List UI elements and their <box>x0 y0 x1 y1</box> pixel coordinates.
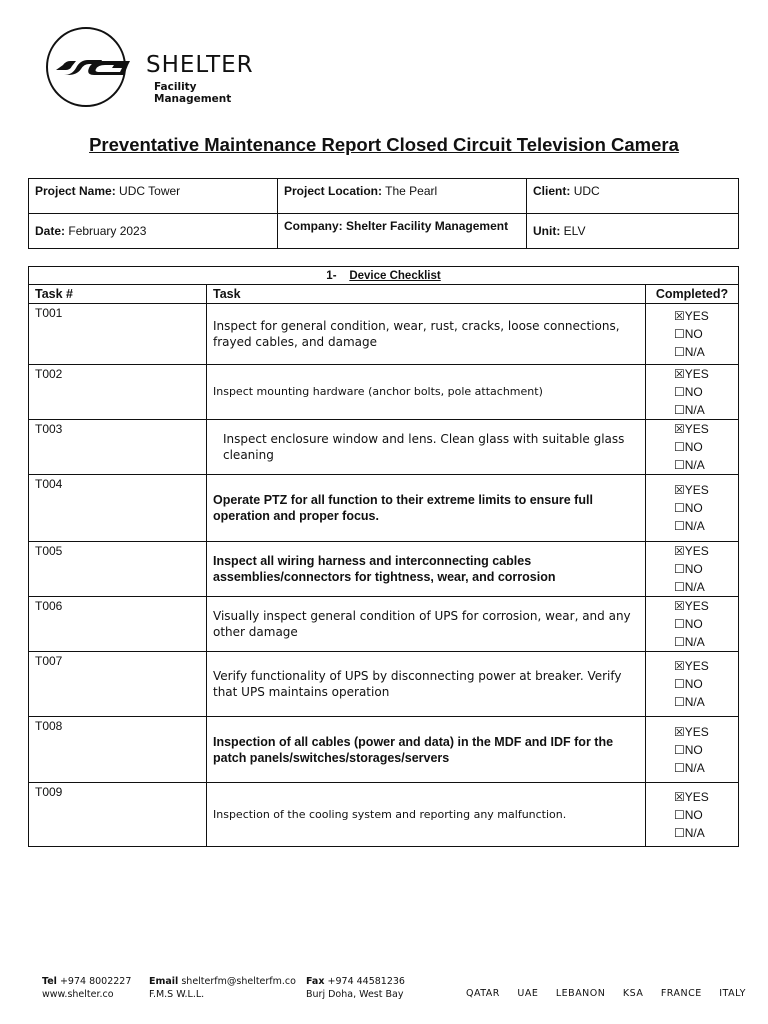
unit-cell: Unit: ELV <box>527 214 739 249</box>
task-description: Inspection of the cooling system and reporting any malfunction. <box>207 783 646 847</box>
task-id: T003 <box>29 420 207 475</box>
option-no-checkbox[interactable]: ☐NO <box>674 742 703 757</box>
option-n-a-checkbox[interactable]: ☐N/A <box>674 825 705 840</box>
page-title: Preventative Maintenance Report Closed Circuit Television Camera <box>89 134 679 155</box>
task-description: Inspect enclosure window and lens. Clean glass with suitable glass cleaning <box>207 420 646 475</box>
logo-name: SHELTER <box>146 52 254 78</box>
col-header-task: Task <box>207 285 646 304</box>
section-title: Device Checklist <box>349 269 441 282</box>
date-cell: Date: February 2023 <box>29 214 278 249</box>
option-no-checkbox[interactable]: ☐NO <box>674 807 703 822</box>
option-no-checkbox[interactable]: ☐NO <box>674 562 703 576</box>
option-no-checkbox[interactable]: ☐NO <box>674 385 703 399</box>
table-row <box>29 475 739 542</box>
footer-countries <box>466 988 746 999</box>
task-description: Operate PTZ for all function to their extreme limits to ensure full operation and proper focus. <box>207 475 646 542</box>
task-id: T004 <box>29 475 207 542</box>
option-yes-checkbox[interactable]: ☒YES <box>674 422 709 436</box>
unit-value: ELV <box>563 224 586 238</box>
section-number: 1- <box>326 269 337 282</box>
completion-options <box>646 783 739 847</box>
completion-options <box>646 542 739 597</box>
footer-email: shelterfm@shelterfm.co <box>181 976 296 987</box>
table-row <box>29 365 739 420</box>
task-id: T005 <box>29 542 207 597</box>
table-row <box>29 652 739 717</box>
completion-options <box>646 304 739 365</box>
date-value: February 2023 <box>68 224 147 238</box>
option-n-a-checkbox[interactable]: ☐N/A <box>674 519 705 533</box>
project-info-table <box>28 178 739 249</box>
project-name-value: UDC Tower <box>119 184 181 198</box>
table-row <box>29 304 739 365</box>
footer <box>42 975 744 1003</box>
option-n-a-checkbox[interactable]: ☐N/A <box>674 458 705 472</box>
country: FRANCE <box>660 988 702 999</box>
country: ITALY <box>719 988 746 999</box>
task-description: Inspect all wiring harness and interconnecting cables assemblies/connectors for tightness, wear, and corrosion <box>207 542 646 597</box>
option-yes-checkbox[interactable]: ☒YES <box>674 789 709 804</box>
company-cell: Company: Shelter Facility Management <box>278 214 527 249</box>
country: UAE <box>517 988 539 999</box>
option-yes-checkbox[interactable]: ☒YES <box>674 483 709 497</box>
task-description: Inspection of all cables (power and data) in the MDF and IDF for the patch panels/switches/storages/servers <box>207 717 646 783</box>
option-yes-checkbox[interactable]: ☒YES <box>674 309 709 323</box>
footer-website: www.shelter.co <box>42 989 114 1000</box>
completion-options <box>646 597 739 652</box>
option-n-a-checkbox[interactable]: ☐N/A <box>674 635 705 649</box>
completion-options <box>646 652 739 717</box>
option-yes-checkbox[interactable]: ☒YES <box>674 544 709 558</box>
option-yes-checkbox[interactable]: ☒YES <box>674 724 709 739</box>
completion-options <box>646 717 739 783</box>
checklist-rows <box>29 304 739 847</box>
logo-mark-icon <box>50 55 132 77</box>
table-row <box>29 542 739 597</box>
logo-subtitle: Facility Management <box>154 81 232 105</box>
option-n-a-checkbox[interactable]: ☐N/A <box>674 695 705 709</box>
option-no-checkbox[interactable]: ☐NO <box>674 617 703 631</box>
option-n-a-checkbox[interactable]: ☐N/A <box>674 760 705 775</box>
option-no-checkbox[interactable]: ☐NO <box>674 501 703 515</box>
task-id: T002 <box>29 365 207 420</box>
project-location-cell: Project Location: The Pearl <box>278 179 527 214</box>
footer-address: Burj Doha, West Bay <box>306 989 404 1000</box>
footer-tel: +974 8002227 <box>59 976 132 987</box>
project-name-cell: Project Name: UDC Tower <box>29 179 278 214</box>
option-n-a-checkbox[interactable]: ☐N/A <box>674 345 705 359</box>
option-no-checkbox[interactable]: ☐NO <box>674 440 703 454</box>
client-value: UDC <box>573 184 600 198</box>
task-description: Verify functionality of UPS by disconnecting power at breaker. Verify that UPS maintains operation <box>207 652 646 717</box>
option-n-a-checkbox[interactable]: ☐N/A <box>674 403 705 417</box>
task-id: T008 <box>29 717 207 783</box>
col-header-completed: Completed? <box>646 285 739 304</box>
footer-fax: +974 44581236 <box>327 976 405 987</box>
task-description: Inspect for general condition, wear, rust, cracks, loose connections, frayed cables, and damage <box>207 304 646 365</box>
footer-contact-email: Email shelterfm@shelterfm.co F.M.S W.L.L. <box>149 976 296 1000</box>
footer-company-legal: F.M.S W.L.L. <box>149 989 205 1000</box>
client-cell: Client: UDC <box>527 179 739 214</box>
device-checklist-table <box>28 266 739 847</box>
option-yes-checkbox[interactable]: ☒YES <box>674 659 709 673</box>
table-row <box>29 420 739 475</box>
country: KSA <box>622 988 644 999</box>
company-logo <box>46 27 276 107</box>
task-id: T009 <box>29 783 207 847</box>
country: QATAR <box>466 988 500 999</box>
option-yes-checkbox[interactable]: ☒YES <box>674 599 709 613</box>
country: LEBANON <box>555 988 606 999</box>
completion-options <box>646 365 739 420</box>
project-location-value: The Pearl <box>385 184 438 198</box>
task-description: Inspect mounting hardware (anchor bolts, pole attachment) <box>207 365 646 420</box>
completion-options <box>646 475 739 542</box>
table-row <box>29 597 739 652</box>
option-yes-checkbox[interactable]: ☒YES <box>674 367 709 381</box>
task-id: T006 <box>29 597 207 652</box>
col-header-task-no: Task # <box>29 285 207 304</box>
table-row <box>29 783 739 847</box>
task-id: T001 <box>29 304 207 365</box>
table-row <box>29 717 739 783</box>
option-n-a-checkbox[interactable]: ☐N/A <box>674 580 705 594</box>
option-no-checkbox[interactable]: ☐NO <box>674 327 703 341</box>
company-value: Shelter Facility Management <box>346 219 509 233</box>
footer-contact-phone: Tel +974 8002227 www.shelter.co <box>42 976 132 1000</box>
task-id: T007 <box>29 652 207 717</box>
completion-options <box>646 420 739 475</box>
section-heading <box>29 267 739 285</box>
option-no-checkbox[interactable]: ☐NO <box>674 677 703 691</box>
task-description: Visually inspect general condition of UPS for corrosion, wear, and any other damage <box>207 597 646 652</box>
footer-contact-fax: Fax +974 44581236 Burj Doha, West Bay <box>306 976 405 1000</box>
